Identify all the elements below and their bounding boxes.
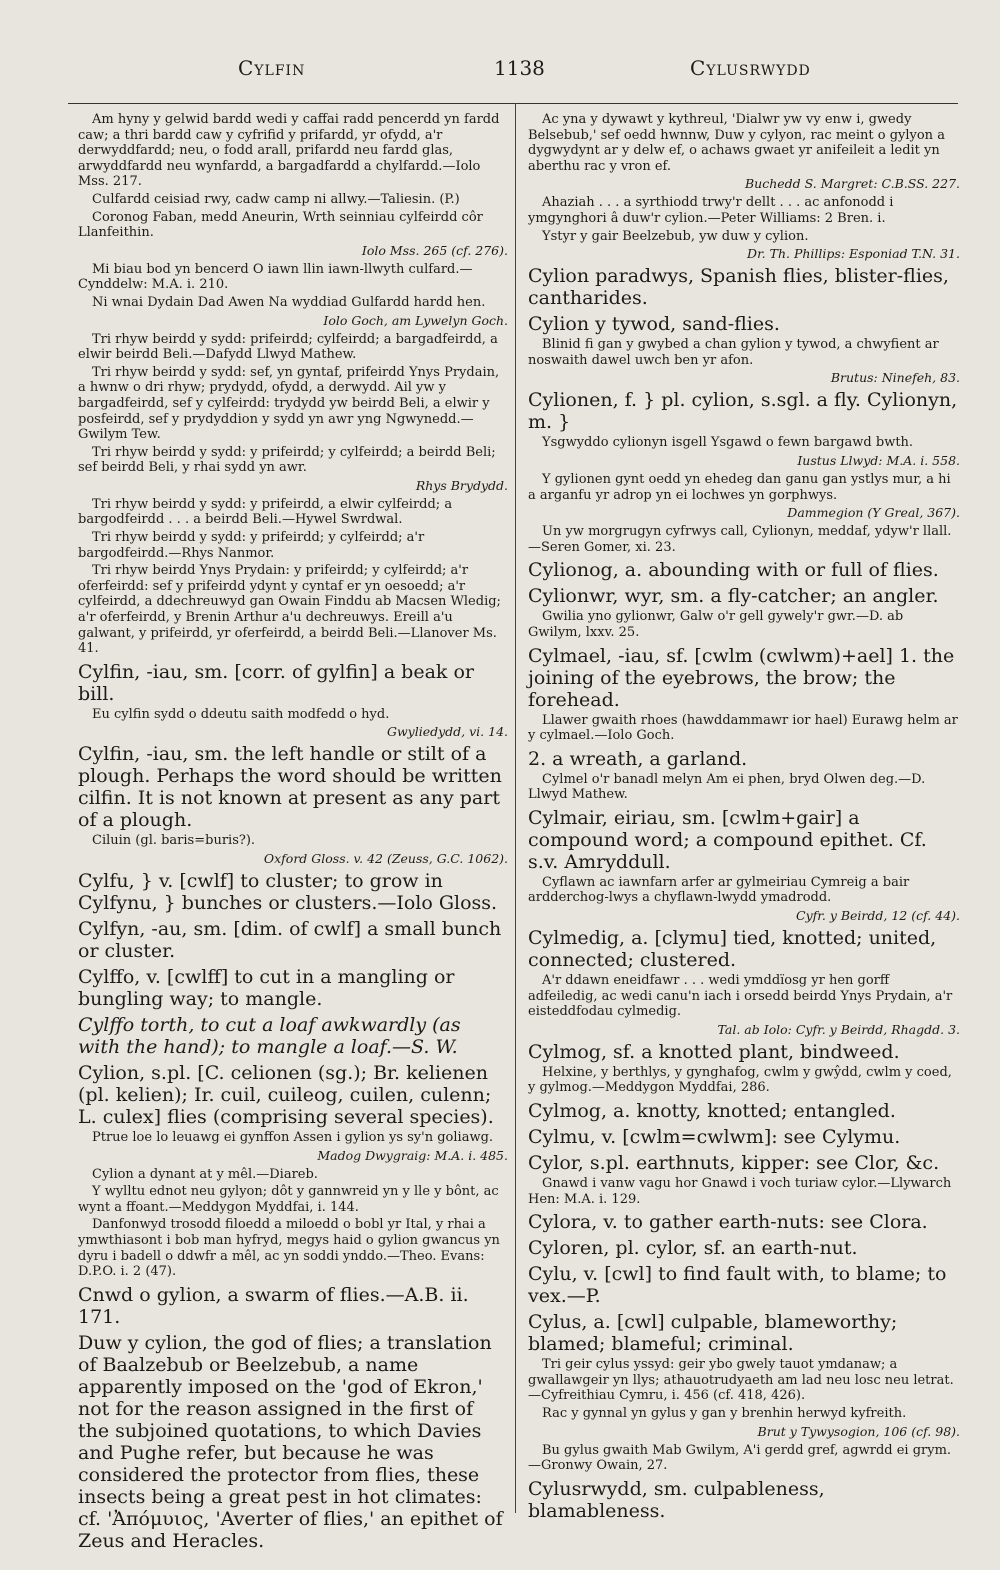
- quotation: Ysgwyddo cylionyn isgell Ysgawd o fewn bargawd bwth.: [542, 435, 914, 451]
- quotation: Rac y gynnal yn gylus y gan y brenhin herwyd kyfreith.: [542, 1406, 907, 1421]
- quotation-source: Dr. Th. Phillips: Esponiad T.N. 31.: [747, 246, 960, 262]
- entry-headword: Cyloren, pl. cylor, sf. an earth-nut.: [528, 1237, 858, 1260]
- entry-headword: Cylmu, v. [cwlm=cwlwm]: see Cylymu.: [528, 1126, 901, 1149]
- entry-headword: Cylus, a. [cwl] culpable, blameworthy; blamed; blameful; criminal.: [528, 1311, 898, 1356]
- left-column: [78, 112, 508, 1554]
- entry-headword: Cylmair, eiriau, sm. [cwlm+gair] a compound word; a compound epithet. Cf. s.v. Amryddull.: [528, 806, 927, 873]
- quotation: Gnawd i vanw vagu hor Gnawd i voch turiaw cylor.—Llywarch Hen: M.A. i. 129.: [528, 1176, 952, 1207]
- entry-headword: Cylora, v. to gather earth-nuts: see Clora.: [528, 1211, 928, 1234]
- entry-headword: Cylfin, -iau, sm. the left handle or stilt of a plough. Perhaps the word should be written cilfin. It is not known at present as any part of a plough.: [78, 743, 502, 832]
- entry-headword: Cylfu, } v. [cwlf] to cluster; to grow in Cylfynu, } bunches or clusters.—Iolo Gloss.: [78, 870, 498, 914]
- entry-headword: Cylu, v. [cwl] to find fault with, to blame; to vex.—P.: [528, 1263, 947, 1308]
- entry-headword: Cylmedig, a. [clymu] tied, knotted; united, connected; clustered.: [528, 927, 937, 972]
- entry-subheadword: Duw y cylion, the god of flies; a translation of Baalzebub or Beelzebub, a name apparently imposed on the 'god of Ekron,' not for the reason assigned in the first of the subjoined quotations, to which Davies and Pughe refer, but because he was considered the protector from flies, these insects being a great pest in hot climates: cf. 'Ἀπόμυιος, 'Averter of flies,' an epithet of Zeus and Heracles.: [78, 1331, 503, 1552]
- quotation: Ptrue loe lo leuawg ei gynffon Assen i gylion ys sy'n goliawg.: [92, 1130, 494, 1145]
- quotation-source: Brutus: Ninefeh, 83.: [830, 370, 960, 386]
- quotation-source: Madog Dwygraig: M.A. i. 485.: [317, 1147, 508, 1163]
- quotation: Ac yna y dywawt y kythreul, 'Dialwr yw vy enw i, gwedy Belsebub,' sef oedd hwnnw, Duw y cylyon, rac meint o gylyon a dygwydynt ar y delw ef, o achaws gwaet yr anifeileit a ledit yn aberthu rac y vron ef.: [528, 112, 945, 174]
- entry-headword: Cylor, s.pl. earthnuts, kipper: see Clor, &c.: [528, 1152, 940, 1175]
- quotation: Tri rhyw beirdd y sydd: prifeirdd; cylfeirdd; a bargadfeirdd, a elwir beirdd Beli.—Dafydd Llwyd Mathew.: [78, 331, 498, 363]
- quotation: Tri rhyw beirdd y sydd: y prifeirdd; y cylfeirdd; a'r bargodfeirdd.—Rhys Nanmor.: [78, 530, 425, 561]
- entry-headword: Cylion, s.pl. [C. celionen (sg.); Br. kelienen (pl. kelien); Ir. cuil, cuileog, cuilen, culenn; L. culex] flies (comprising several species).: [78, 1062, 494, 1128]
- entry-headword: Cylffo, v. [cwlff] to cut in a mangling or bungling way; to mangle.: [78, 966, 455, 1010]
- entry-subheadword: Cnwd o gylion, a swarm of flies.—A.B. ii. 171.: [78, 1283, 469, 1328]
- entry-headword: Cylmael, -iau, sf. [cwlm (cwlwm)+ael] 1. the joining of the eyebrows, the brow; the forehead.: [528, 644, 955, 711]
- quotation-source: Brut y Tywysogion, 106 (cf. 98).: [757, 1423, 960, 1439]
- header-rule: [68, 103, 958, 104]
- entry-headword: Cylfin, -iau, sm. [corr. of gylfin] a beak or bill.: [78, 660, 474, 705]
- quotation: Tri rhyw beirdd y sydd: y prifeirdd; y cylfeirdd; a beirdd Beli; sef beirdd Beli, y rhai sydd yn awr.: [78, 444, 496, 476]
- entry-sense: 2. a wreath, a garland.: [528, 747, 748, 770]
- entry-headword: Cylionen, f. } pl. cylion, s.sgl. a fly. Cylionyn, m. }: [528, 389, 958, 434]
- quotation: Am hyny y gelwid bardd wedi y caffai radd pencerdd yn fardd caw; a thri bardd caw y cyfrifid y prifardd, yr ofydd, a'r derwyddfardd; neu, o fodd arall, prifardd neu fardd glas, arwyddfardd neu wynfardd, a bargadfardd a chylfardd.—Iolo Mss. 217.: [78, 112, 500, 190]
- entry-headword: Cylmog, sf. a knotted plant, bindweed.: [528, 1040, 900, 1063]
- quotation: Mi biau bod yn bencerd O iawn llin iawn-llwyth culfard.—Cynddelw: M.A. i. 210.: [78, 261, 473, 293]
- quotation: Ystyr y gair Beelzebub, yw duw y cylion.: [542, 228, 809, 244]
- quotation: Tri geir cylus yssyd: geir ybo gwely tauot ymdanaw; a gwallawgeir yn llys; athauotrudyaeth am lad neu losc neu letrat.—Cyfreithiau Cymru, i. 456 (cf. 418, 426).: [528, 1357, 954, 1404]
- quotation: Tri rhyw beirdd y sydd: sef, yn gyntaf, prifeirdd Ynys Prydain, a hwnw o dri rhyw; prydydd, ofydd, a derwydd. Ail yw y bargadfeirdd, sef y cylfeirdd: trydydd yw beirdd Beli, a elwir y posfeirdd, sef y prydyddion y sydd yn awr yng Ngwynedd.—Gwilym Tew.: [78, 364, 500, 443]
- quotation: Tri rhyw beirdd Ynys Prydain: y prifeirdd; y cylfeirdd; a'r oferfeirdd: sef y prifeirdd ydynt y cyntaf er yn oesoedd; a'r cylfeirdd, a ddechreuwyd gan Owain Finddu ab Macsen Wledig; a'r oferfeirdd, y Brenin Arthur a'u dechreuwys. Ereill a'u galwant, y prifeirdd, yr oferfeirdd, a beirdd Beli.—Llanover Ms. 41.: [78, 563, 501, 657]
- quotation: Tri rhyw beirdd y sydd: y prifeirdd, a elwir cylfeirdd; a bargodfeirdd . . . a beirdd Beli.—Hywel Swrdwal.: [78, 496, 453, 528]
- quotation-source: Rhys Brydydd.: [415, 477, 508, 493]
- quotation: Cylion a dynant at y mêl.—Diareb.: [92, 1166, 318, 1182]
- entry-subheadword: Cylion y tywod, sand-flies.: [528, 313, 780, 336]
- quotation-source: Tal. ab Iolo: Cyfr. y Beirdd, Rhagdd. 3.: [717, 1021, 960, 1037]
- entry-headword: Cylionog, a. abounding with or full of flies.: [528, 559, 939, 582]
- page-header: [0, 56, 1000, 86]
- quotation: Culfardd ceisiad rwy, cadw camp ni allwy.—Taliesin. (P.): [92, 191, 460, 207]
- entry-headword: Cylmog, a. knotty, knotted; entangled.: [528, 1100, 896, 1123]
- header-left-guideword: Cylfin: [238, 56, 306, 80]
- quotation: Ahaziah . . . a syrthiodd trwy'r dellt . . . ac anfonodd i ymgynghori â duw'r cylion.—Peter Williams: 2 Bren. i.: [528, 195, 894, 226]
- page-number: 1138: [494, 56, 545, 80]
- entry-headword: Cylionwr, wyr, sm. a fly-catcher; an angler.: [528, 585, 939, 608]
- quotation: Ni wnai Dydain Dad Awen Na wyddiad Gulfardd hardd hen.: [92, 294, 486, 310]
- right-column: [528, 112, 960, 1524]
- column-divider: [515, 103, 516, 1513]
- quotation: Coronog Faban, medd Aneurin, Wrth seinniau cylfeirdd côr Llanfeithin.: [78, 209, 483, 241]
- quotation: Eu cylfin sydd o ddeutu saith modfedd o hyd.: [92, 706, 390, 722]
- quotation: Gwilia yno gylionwr, Galw o'r gell gywely'r gwr.—D. ab Gwilym, lxxv. 25.: [528, 609, 904, 640]
- quotation-source: Oxford Gloss. v. 42 (Zeuss, G.C. 1062).: [263, 851, 508, 866]
- quotation: Danfonwyd trosodd filoedd a miloedd o bobl yr Ital, y rhai a ymwthiasont i bob man hyfryd, megys haid o gylion gwancus yn dyru i badell o ddwfr a mêl, ac yn soddi ynddo.—Theo. Evans: D.P.O. i. 2 (47).: [78, 1217, 500, 1280]
- quotation-source: Buchedd S. Margret: C.B.SS. 227.: [744, 176, 960, 192]
- quotation: Helxine, y berthlys, y gynghafog, cwlm y gwŷdd, cwlm y coed, y gylmog.—Meddygon Myddfai, 286.: [528, 1064, 952, 1096]
- entry-subheadword: Cylffo torth, to cut a loaf awkwardly (as with the hand); to mangle a loaf.—S. W.: [78, 1014, 461, 1058]
- quotation: Blinid fi gan y gwybed a chan gylion y tywod, a chwyfient ar noswaith dawel uwch ben yr afon.: [528, 337, 939, 368]
- quotation: Cyflawn ac iawnfarn arfer ar gylmeiriau Cymreig a bair ardderchog-lwys a chyflawn-lwydd ymadrodd.: [528, 874, 910, 906]
- quotation: Bu gylus gwaith Mab Gwilym, A'i gerdd gref, agwrdd ei grym.—Gronwy Owain, 27.: [528, 1442, 952, 1474]
- quotation: Un yw morgrugyn cyfrwys call, Cylionyn, meddaf, ydyw'r llall.—Seren Gomer, xi. 23.: [528, 524, 952, 555]
- quotation-source: Dammegion (Y Greal, 367).: [787, 505, 960, 521]
- quotation-source: Iolo Mss. 265 (cf. 276).: [361, 242, 508, 258]
- quotation-source: Cyfr. y Beirdd, 12 (cf. 44).: [796, 908, 960, 924]
- quotation: Cylmel o'r banadl melyn Am ei phen, bryd Olwen deg.—D. Llwyd Mathew.: [528, 771, 926, 803]
- quotation-source: Iolo Goch, am Lywelyn Goch.: [323, 312, 508, 328]
- quotation: Llawer gwaith rhoes (hawddammawr ior hael) Eurawg helm ar y cylmael.—Iolo Goch.: [528, 712, 958, 744]
- header-right-guideword: Cylusrwydd: [690, 56, 811, 80]
- entry-subheadword: Cylion paradwys, Spanish flies, blister-flies, cantharides.: [528, 265, 949, 310]
- entry-headword: Cylusrwydd, sm. culpableness, blamableness.: [528, 1477, 825, 1522]
- quotation-source: Iustus Llwyd: M.A. i. 558.: [797, 452, 960, 468]
- quotation: A'r ddawn eneidfawr . . . wedi ymddïosg yr hen gorff adfeiledig, ac wedi canu'n iach i orsedd beirdd Ynys Prydain, a'r eisteddfodau cylmedig.: [528, 973, 953, 1020]
- quotation: Y wylltu ednot neu gylyon; dôt y gannwreid yn y lle y bônt, ac wynt a ffoant.—Meddygon Myddfai, i. 144.: [78, 1184, 499, 1215]
- entry-headword: Cylfyn, -au, sm. [dim. of cwlf] a small bunch or cluster.: [78, 918, 502, 962]
- quotation-source: Gwyliedydd, vi. 14.: [386, 724, 508, 740]
- quotation: Ciluin (gl. baris=buris?).: [92, 833, 256, 849]
- quotation: Y gylionen gynt oedd yn ehedeg dan ganu gan ystlys mur, a hi a arganfu yr adrop yn ei lochwes yn gorphwys.: [528, 471, 951, 503]
